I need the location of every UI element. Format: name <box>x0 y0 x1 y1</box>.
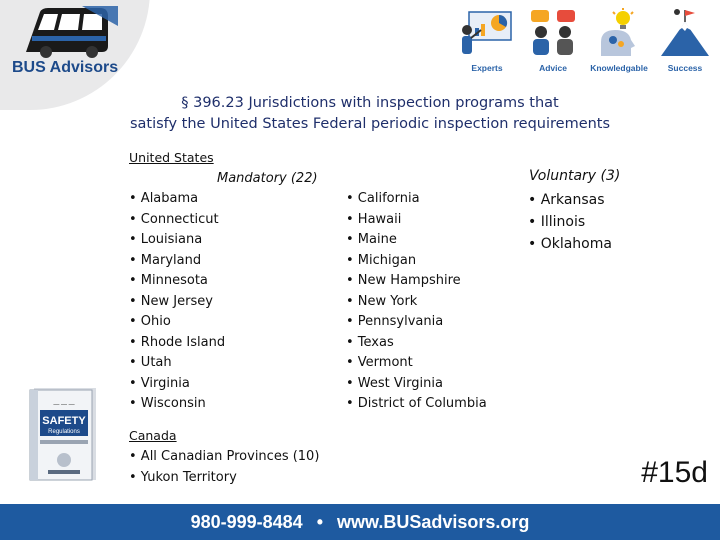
value-badges <box>455 8 715 80</box>
list-item: • Hawaii <box>346 211 402 227</box>
list-item: • New Jersey <box>129 293 213 309</box>
list-item: • All Canadian Provinces (10) <box>129 449 320 464</box>
badge-experts <box>455 8 519 73</box>
canada-list <box>129 446 319 488</box>
list-item: • Utah <box>129 355 172 370</box>
list-item: • Maine <box>346 232 397 247</box>
footer-bar <box>0 504 720 540</box>
mountain-flag-icon <box>657 8 713 60</box>
page-title <box>40 93 700 135</box>
list-item: • Vermont <box>346 355 413 370</box>
mandatory-list-column-1 <box>129 189 225 415</box>
list-item: • Rhode Island <box>129 334 226 350</box>
list-item: • Texas <box>346 334 394 350</box>
footer-separator: • <box>316 511 324 532</box>
list-item: • Ohio <box>129 314 171 329</box>
footer-website-link[interactable]: www.BUSadvisors.org <box>337 511 530 532</box>
badge-label: Advice <box>539 63 567 73</box>
title-line-2: satisfy the United States Federal periodic inspection requirements <box>129 116 611 132</box>
badge-label: Experts <box>471 63 503 73</box>
bus-icon <box>22 6 118 58</box>
list-item: • Wisconsin <box>129 396 206 411</box>
united-states-heading: United States <box>129 150 214 165</box>
people-advice-icon <box>525 8 581 60</box>
list-item: • District of Columbia <box>346 396 487 411</box>
presenter-chart-icon <box>459 8 515 60</box>
list-item: • New Hampshire <box>346 273 461 288</box>
list-item: • Yukon Territory <box>129 470 237 485</box>
list-item: • West Virginia <box>346 375 443 391</box>
mandatory-heading: Mandatory (22) <box>217 171 318 186</box>
title-line-1: § 396.23 Jurisdictions with inspection programs that <box>181 95 559 111</box>
list-item: • Connecticut <box>129 211 219 227</box>
voluntary-heading: Voluntary (3) <box>529 168 621 184</box>
lightbulb-head-icon <box>591 8 647 60</box>
badge-advice <box>521 8 585 73</box>
list-item: • Maryland <box>129 252 202 268</box>
mandatory-list-column-2 <box>346 189 487 415</box>
canada-heading: Canada <box>129 428 177 443</box>
list-item: • Pennsylvania <box>346 314 444 329</box>
list-item: • Minnesota <box>129 273 208 288</box>
list-item: • Louisiana <box>129 232 203 247</box>
voluntary-list <box>528 189 612 255</box>
book-cover-subtitle: Regulations <box>48 429 80 435</box>
badge-label: Knowledgable <box>590 63 648 73</box>
safety-regulations-book-image <box>28 386 100 482</box>
badge-label: Success <box>667 63 703 73</box>
svg-text:— — —: — — — <box>53 402 75 408</box>
list-item: • California <box>346 191 420 206</box>
list-item: • Michigan <box>346 252 417 268</box>
list-item: • Oklahoma <box>528 236 612 252</box>
list-item: • New York <box>346 293 418 309</box>
footer-phone[interactable]: 980-999-8484 <box>190 511 303 532</box>
slide-id: #15d <box>641 456 708 489</box>
badge-success <box>653 8 717 73</box>
list-item: • Alabama <box>129 191 199 206</box>
list-item: • Illinois <box>528 214 586 230</box>
book-cover-title: SAFETY <box>42 415 86 427</box>
logo-text: BUS Advisors <box>12 59 119 76</box>
badge-knowledgable <box>587 8 651 73</box>
list-item: • Arkansas <box>528 192 605 208</box>
list-item: • Virginia <box>129 375 190 391</box>
